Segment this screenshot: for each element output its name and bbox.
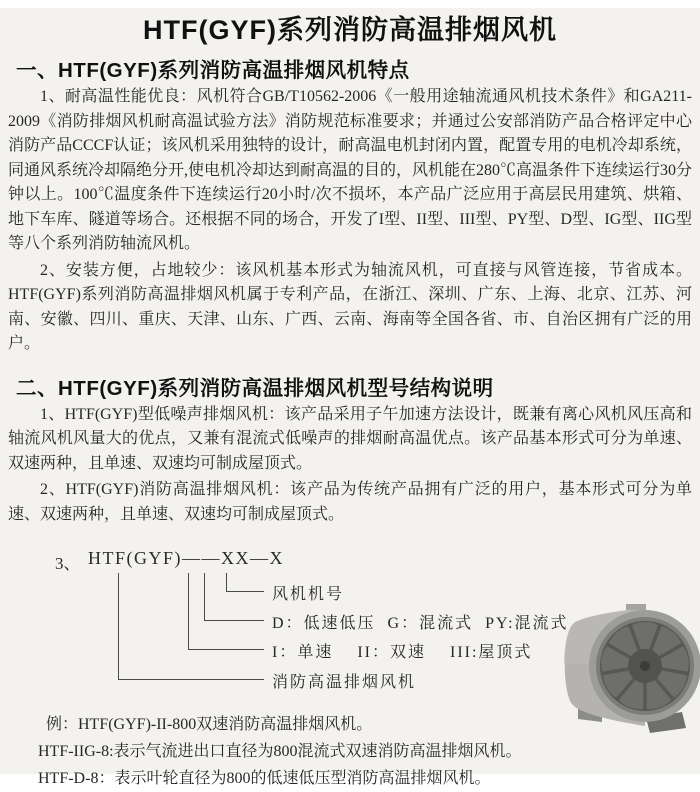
section2-paragraph-2: 2、HTF(GYF)消防高温排烟风机：该产品为传统产品拥有广泛的用户，基本形式可分为单速、双速两种，且单速、双速均可制成屋顶式。 [8, 481, 692, 523]
section1-paragraph-1: 1、耐高温性能优良：风机符合GB/T10562-2006《一般用途轴流通风机技术条件》和GA211-2009《消防排烟风机耐高温试验方法》消防规范标准要求；并通过公安部消防产品合格评定中心消防产品CCCF认证；该风机采用独特的设计，耐高温电机封闭内置，配置专用的电机冷却系统，同通风系统冷却隔绝分开,使电机冷却达到耐高温的目的，风机能在280℃高温条件下连续运行30分钟以上。100℃温度条件下连续运行20小时/次不损坏，本产品广泛应用于高层民用建筑、烘箱、地下车库、隧道等场合。还根据不同的场合，开发了I型、II型、III型、PY型、D型、IG型、IIG型等八个系列消防轴流风机。 [8, 88, 693, 252]
example-line-1: 例：HTF(GYF)-II-800双速消防高温排烟风机。 [46, 716, 373, 733]
document-page [0, 8, 700, 787]
diagram-label-product-name: 消防高温排烟风机 [272, 674, 417, 691]
section1-paragraph-2: 2、安装方便，占地较少：该风机基本形式为轴流风机，可直接与风管连接，节省成本。HTF(GYF)系列消防高温排烟风机属于专利产品，在浙江、深圳、广东、上海、北京、江苏、河南、安徽、四川、重庆、天津、山东、广西、云南、海南等全国各省、市、自治区拥有广泛的用户。 [8, 261, 692, 352]
section2-heading: 二、HTF(GYF)系列消防高温排烟风机型号结构说明 [16, 376, 494, 400]
section2-paragraph-1: 1、HTF(GYF)型低噪声排烟风机：该产品采用子午加速方法设计，既兼有离心风机风压高和轴流风机风量大的优点，又兼有混流式低噪声的排烟耐高温优点。该产品基本形式可分为单速、双速两种，且单速、双速均可制成屋顶式。 [8, 405, 692, 472]
diagram-label-type-codes: D：低速低压 G：混流式 PY:混流式 [272, 615, 569, 632]
example-line-2: HTF-IIG-8:表示气流进出口直径为800混流式双速消防高温排烟风机。 [38, 743, 522, 760]
diagram-label-speed-codes: I：单速 II：双速 III:屋顶式 [272, 644, 533, 661]
page-title: HTF(GYF)系列消防高温排烟风机 [143, 15, 557, 45]
model-formula: HTF(GYF)——XX—X [88, 548, 284, 568]
section1-heading: 一、HTF(GYF)系列消防高温排烟风机特点 [16, 59, 410, 82]
fan-product-photo [550, 602, 700, 734]
diagram-item-number: 3、 [55, 554, 81, 573]
connector-line-product-name [118, 573, 264, 680]
example-line-3: HTF-D-8：表示叶轮直径为800的低速低压型消防高温排烟风机。 [38, 770, 491, 787]
diagram-label-fan-number: 风机机号 [272, 586, 345, 603]
